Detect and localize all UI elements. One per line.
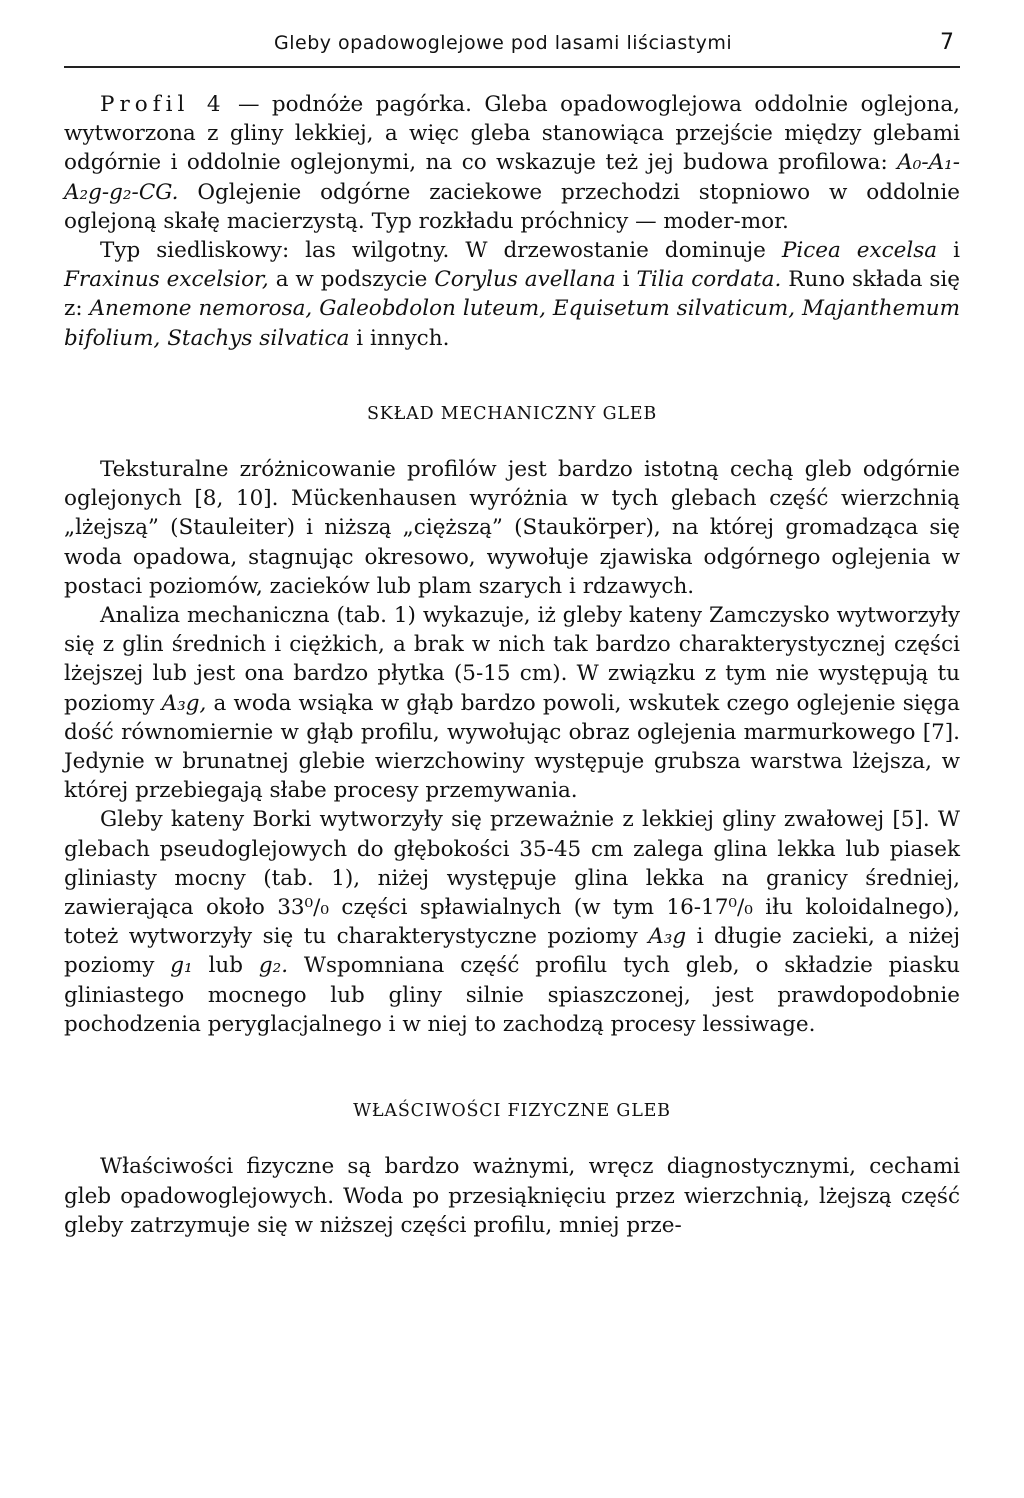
paragraph-physical: Właściwości fizyczne są bardzo ważnymi, wręcz diagnostycznymi, cechami gleb opadowoglejowych. Woda po przesiąknięciu przez wierzchnią, lżejszą część gleby zatrzymuje się w niższej części profilu, mniej prze- xyxy=(64,1154,960,1238)
running-head xyxy=(64,30,960,68)
species-list: Anemone nemorosa, Galeobdolon luteum, Equisetum silvaticum, Majanthemum bifolium, Stachys silvatica xyxy=(64,296,960,351)
species-name: Tilia cordata. xyxy=(636,267,782,293)
profile-formula: A₀-A₁-A₂g-g₂-CG. xyxy=(64,150,960,205)
horizon-formula: A₃g xyxy=(648,924,687,950)
habitat-text: i xyxy=(937,238,960,264)
horizon-formula: A₃g, xyxy=(161,690,207,716)
habitat-text: i xyxy=(615,267,637,293)
profile-label: Profil 4 xyxy=(100,92,226,117)
paragraph-text: Wspomniana część profilu tych gleb, o składzie piasku gliniastego mocnego lub gliny silnie spiaszczonej, jest prawdopodobnie pochodzenia peryglacjalnego i w niej to zachodzą procesy lessiwage. xyxy=(64,953,961,1037)
page-number: 7 xyxy=(940,30,954,55)
habitat-paragraph xyxy=(64,236,960,353)
species-name: Corylus avellana xyxy=(434,267,616,293)
profile-text: — podnóże pagórka. Gleba opadowoglejowa oddolnie oglejona, wytworzona z gliny lekkiej, a więc gleba stanowiąca przejście między glebami odgórnie i oddolnie oglejonymi, na co wskazuje też jej budowa profilowa: xyxy=(64,92,960,176)
paragraph-texture: Teksturalne zróżnicowanie profilów jest bardzo istotną cechą gleb odgórnie oglejonych [8, 10]. Mückenhausen wyróżnia w tych glebach część wierzchnią „lżejszą” (Stauleiter) i niższą „cięższą” (Staukörper), na której gromadząca się woda opadowa, stagnując okresowo, wywołuje zjawiska odgórnego oglejenia w postaci poziomów, zacieków lub plam szarych i rdzawych. xyxy=(64,457,960,599)
paragraph-text: i długie zacieki, a niżej poziomy xyxy=(64,924,960,979)
paragraph-text: Gleby kateny Borki wytworzyły się przeważnie z lekkiej gliny zwałowej [5]. W glebach pseudoglejowych do głębokości 35-45 cm zalega glina lekka lub piasek gliniasty mocny (tab. 1), niżej występuje glina lekka na granicy średniej, zawierająca około 33⁰/₀ części spławialnych (w tym 16-17⁰/₀ iłu koloidalnego), toteż wytworzyły się tu charakterystyczne poziomy xyxy=(64,807,960,950)
paragraph-text: Analiza mechaniczna (tab. 1) wykazuje, iż gleby kateny Zamczysko wytworzyły się z glin średnich i ciężkich, a brak w nich tak bardzo charakterystycznej części lżejszej lub jest ona bardzo płytka (5-15 cm). W związku z tym nie występują tu poziomy xyxy=(64,603,960,716)
paragraph-borki xyxy=(64,805,960,1039)
profile-text-2: Oglejenie odgórne zaciekowe przechodzi stopniowo w oddolnie oglejoną skałę macierzystą. Typ rozkładu próchnicy — moder-mor. xyxy=(64,179,960,234)
section-heading-mechanical: SKŁAD MECHANICZNY GLEB xyxy=(366,403,658,424)
paragraph-text: lub xyxy=(192,953,259,979)
habitat-text: Typ siedliskowy: las wilgotny. W drzewostanie dominuje xyxy=(100,238,782,264)
habitat-text: a w podszycie xyxy=(268,267,435,293)
habitat-text: Runo składa się z: xyxy=(64,267,961,322)
species-name: Picea excelsa xyxy=(781,238,938,264)
section-heading-physical: WŁAŚCIWOŚCI FIZYCZNE GLEB xyxy=(353,1101,671,1122)
profile-paragraph xyxy=(64,90,960,236)
habitat-text: i innych. xyxy=(349,325,450,351)
page-body xyxy=(64,90,960,1240)
horizon-formula: g₁ xyxy=(170,953,193,979)
paragraph-analysis xyxy=(64,601,960,805)
horizon-formula: g₂. xyxy=(258,953,289,979)
species-name: Fraxinus excelsior, xyxy=(64,267,269,293)
paragraph-text: a woda wsiąka w głąb bardzo powoli, wskutek czego oglejenie sięga dość równomiernie w głąb profilu, wywołując obraz oglejenia marmurkowego [7]. Jedynie w brunatnej glebie wierzchowiny występuje grubsza warstwa lżejsza, w której przebiegają słabe procesy przemywania. xyxy=(64,690,960,804)
running-title: Gleby opadowoglejowe pod lasami liściastymi xyxy=(274,32,733,54)
